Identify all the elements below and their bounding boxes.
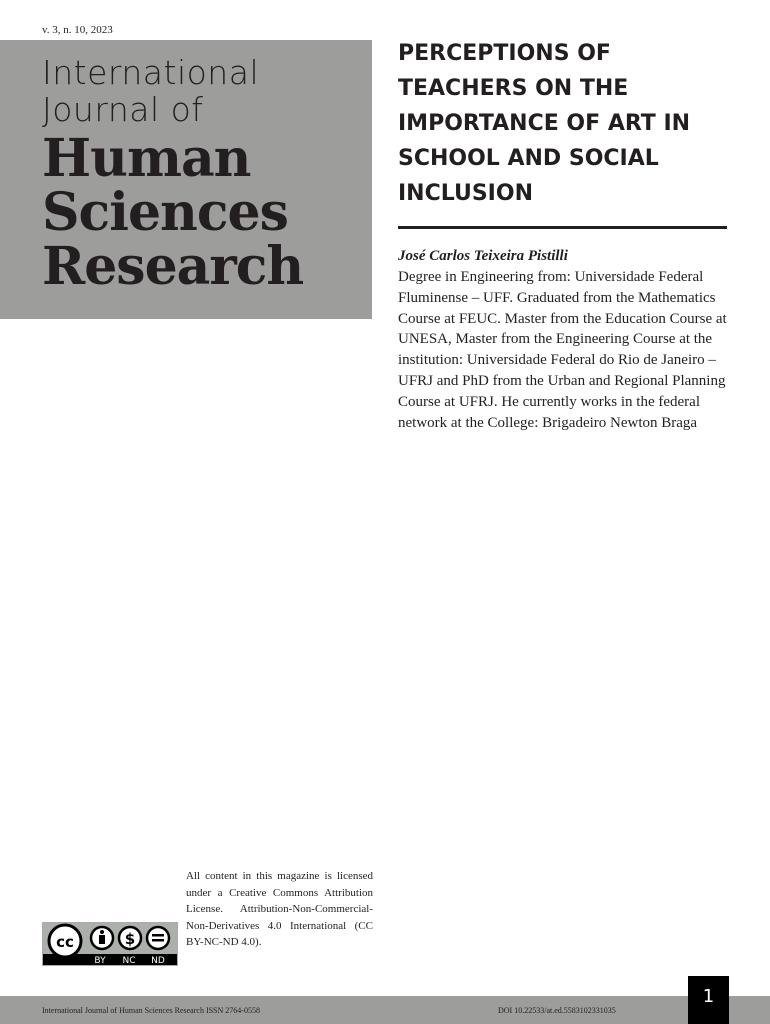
- author-bio: Degree in Engineering from: Universidade Federal Fluminense – UFF. Graduated from the Mathematics Course at FEUC. Master from the Education Course at UNESA, Master from the Engineering Course at the institution: Universidade Federal do Rio de Janeiro – UFRJ and PhD from the Urban and Regional Planning Course at UFRJ. He currently works in the federal network at the College: Brigadeiro Newton Braga: [398, 269, 727, 431]
- volume-issue: v. 3, n. 10, 2023: [42, 24, 113, 36]
- author-name: José Carlos Teixeira Pistilli: [398, 248, 568, 264]
- author-block: [398, 246, 728, 433]
- footer-doi[interactable]: DOI 10.22533/at.ed.5583102331035: [498, 1006, 616, 1015]
- badge-label-by: BY: [94, 956, 106, 965]
- journal-title-line: International: [42, 53, 260, 92]
- journal-title-line: Journal of: [42, 90, 204, 129]
- journal-title-line: Research: [42, 236, 304, 297]
- article-title: PERCEPTIONS OF TEACHERS ON THE IMPORTANCE OF ART IN SCHOOL AND SOCIAL INCLUSION: [398, 41, 691, 206]
- cc-mark: cc: [56, 933, 74, 951]
- badge-label-nc: NC: [122, 956, 136, 965]
- journal-title-line: Sciences: [42, 182, 288, 243]
- svg-text:$: $: [124, 930, 136, 948]
- title-divider: [398, 226, 727, 229]
- cc-by-nc-nd-icon: [43, 923, 177, 965]
- license-text: All content in this magazine is licensed under a Creative Commons Attribution License. Attribution-Non-Commercial-Non-Derivatives 4.0 International (CC BY-NC-ND 4.0).: [186, 870, 373, 948]
- journal-title-line: Human: [42, 128, 251, 189]
- page-number: 1: [688, 976, 729, 1024]
- cc-license-badge[interactable]: [42, 922, 178, 966]
- page-footer: [0, 996, 770, 1024]
- badge-label-nd: ND: [151, 956, 165, 965]
- journal-title-block: [0, 40, 372, 319]
- footer-journal-issn: International Journal of Human Sciences Research ISSN 2764-0558: [42, 1006, 260, 1015]
